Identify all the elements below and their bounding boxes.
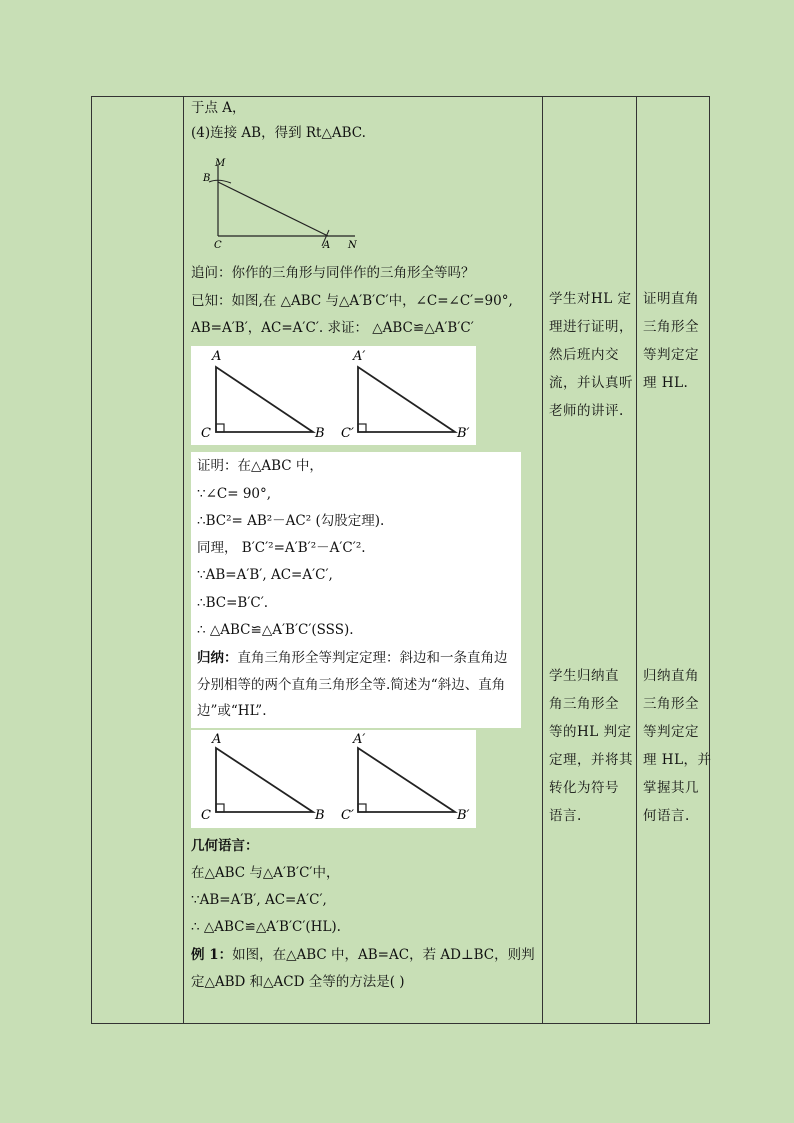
summary-line-3: 边”或“HL”.	[197, 703, 267, 719]
summary-line-2: 分别相等的两个直角三角形全等.简述为“斜边、直角	[197, 677, 506, 693]
known-line-1: 已知：如图,在 △ABC 与△A′B′C′中，∠C=∠C′=90°,	[191, 293, 513, 309]
tri2-label-b: B′	[457, 426, 470, 441]
column-divider	[183, 97, 184, 1023]
column-divider	[542, 97, 543, 1023]
question-text: 追问：你作的三角形与同伴作的三角形全等吗？	[191, 265, 475, 281]
tri1-label-c: C	[201, 426, 211, 441]
student-activity-line: 老师的讲评.	[549, 403, 624, 419]
design-purpose-line: 证明直角	[643, 291, 699, 307]
proof-line: 证明：在△ABC 中，	[197, 458, 323, 474]
design-purpose-line: 理 HL.	[643, 375, 689, 391]
fig1-label-c: C	[214, 240, 222, 251]
construction-figure	[195, 152, 370, 252]
tri3-label-b: B	[315, 808, 325, 823]
design-purpose-2	[643, 662, 712, 830]
example-label: 例 1：	[191, 947, 233, 963]
proof-line: ∵∠C= 90°,	[197, 486, 272, 502]
proof-line: 同理， B′C′²=A′B′²－A′C′².	[197, 540, 366, 556]
fig1-label-b: B	[203, 173, 211, 184]
design-purpose-line: 三角形全	[643, 696, 699, 712]
design-purpose-line: 掌握其几	[643, 780, 699, 796]
example-text: 如图，在△ABC 中，AB=AC，若 AD⊥BC，则判	[232, 947, 535, 963]
proof-line: ∴BC²= AB²－AC² (勾股定理).	[197, 513, 385, 529]
student-activity-line: 然后班内交	[549, 347, 619, 363]
fig1-label-n: N	[348, 240, 357, 251]
example-line-1	[191, 946, 535, 966]
design-purpose-line: 等判定定	[643, 347, 699, 363]
tri4-label-c: C′	[341, 808, 354, 823]
known-line-2: AB=A′B′，AC=A′C′. 求证： △ABC≌△A′B′C′	[191, 320, 474, 336]
student-activity-line: 学生归纳直	[549, 668, 619, 684]
student-activity-line: 定理，并将其	[549, 752, 633, 768]
student-activity-1	[549, 285, 633, 425]
design-purpose-line: 等判定定	[643, 724, 699, 740]
tri2-label-c: C′	[341, 426, 354, 441]
proof-line: ∴ △ABC≌△A′B′C′(SSS).	[197, 622, 354, 638]
tri2-label-a: A′	[353, 349, 366, 364]
fig1-label-m: M	[215, 158, 226, 169]
design-purpose-line: 三角形全	[643, 319, 699, 335]
triangle-figure-bottom	[191, 730, 476, 828]
step-line-2: (4)连接 AB，得到 Rt△ABC.	[191, 125, 366, 141]
column-divider	[636, 97, 637, 1023]
tri3-label-c: C	[201, 808, 211, 823]
tri4-label-b: B′	[457, 808, 470, 823]
summary-label: 归纳：	[197, 650, 238, 666]
fig1-label-a: A	[323, 240, 331, 251]
step-line-1: 于点 A，	[191, 100, 246, 116]
design-purpose-line: 理 HL，并	[643, 752, 712, 768]
geo-line-1: 在△ABC 与△A′B′C′中，	[191, 865, 340, 881]
geo-line-3: ∴ △ABC≌△A′B′C′(HL).	[191, 919, 341, 935]
student-activity-line: 等的HL 判定	[549, 724, 632, 740]
summary-line-1	[197, 649, 508, 669]
tri1-label-b: B	[315, 426, 325, 441]
student-activity-line: 转化为符号	[549, 780, 619, 796]
design-purpose-line: 归纳直角	[643, 668, 699, 684]
student-activity-line: 语言.	[549, 808, 582, 824]
student-activity-line: 流，并认真听	[549, 375, 633, 391]
proof-line: ∵AB=A′B′, AC=A′C′,	[197, 567, 333, 583]
triangle-figure-top	[191, 346, 476, 445]
tri3-label-a: A	[212, 732, 222, 747]
geo-line-2: ∵AB=A′B′, AC=A′C′,	[191, 892, 327, 908]
tri1-label-a: A	[212, 349, 222, 364]
student-activity-2	[549, 662, 633, 830]
design-purpose-line: 何语言.	[643, 808, 690, 824]
student-activity-line: 理进行证明，	[549, 319, 633, 335]
student-activity-line: 学生对HL 定	[549, 291, 632, 307]
tri4-label-a: A′	[353, 732, 366, 747]
proof-box	[191, 452, 521, 728]
student-activity-line: 角三角形全	[549, 696, 619, 712]
proof-line: ∴BC=B′C′.	[197, 595, 269, 611]
example-line-2: 定△ABD 和△ACD 全等的方法是( )	[191, 974, 405, 990]
design-purpose-1	[643, 285, 699, 397]
summary-text: 直角三角形全等判定定理：斜边和一条直角边	[237, 650, 508, 666]
geo-title: 几何语言：	[191, 838, 259, 854]
